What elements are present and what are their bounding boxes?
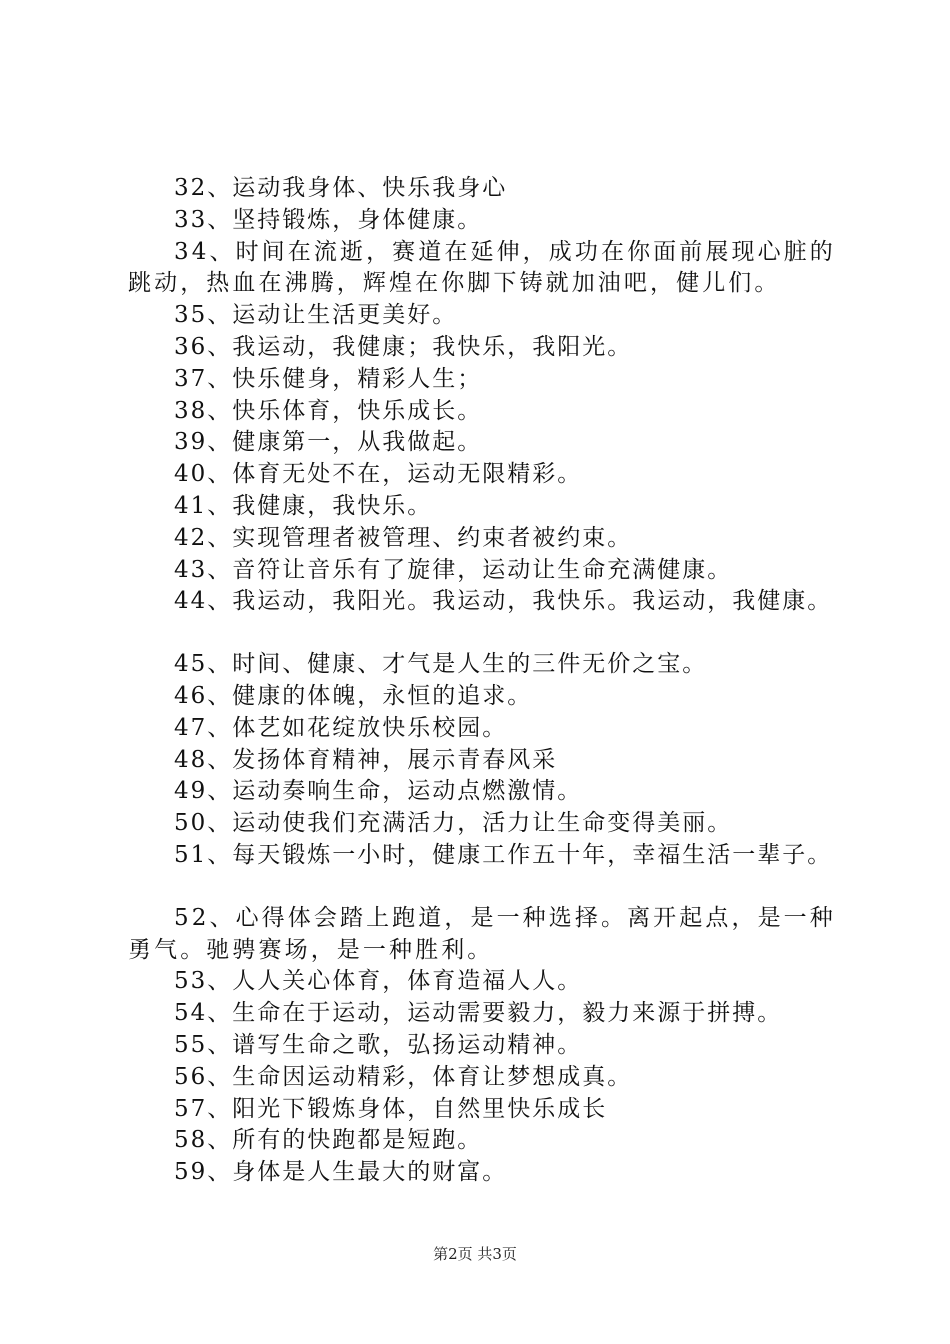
list-item: 53、人人关心体育，体育造福人人。 [174, 968, 583, 995]
list-item: 38、快乐体育，快乐成长。 [174, 397, 483, 424]
page-footer: 第2页 共3页 [433, 1245, 517, 1263]
list-item: 37、快乐健身，精彩人生； [174, 365, 483, 392]
list-item: 41、我健康，我快乐。 [174, 492, 433, 519]
paragraph-gap [128, 618, 848, 649]
list-item: 47、体艺如花绽放快乐校园。 [174, 714, 508, 741]
list-item: 55、谱写生命之歌，弘扬运动精神。 [174, 1031, 583, 1058]
list-item: 58、所有的快跑都是短跑。 [174, 1127, 483, 1154]
list-item: 52、心得体会踏上跑道，是一种选择。离开起点，是一种勇气。驰骋赛场，是一种胜利。 [128, 904, 836, 963]
list-item: 51、每天锻炼一小时，健康工作五十年，幸福生活一辈子。 [174, 841, 833, 868]
list-item: 32、运动我身体、快乐我身心 [174, 175, 508, 201]
list-item: 45、时间、健康、才气是人生的三件无价之宝。 [174, 651, 708, 678]
list-item: 44、我运动，我阳光。我运动，我快乐。我运动，我健康。 [174, 588, 833, 615]
list-item: 50、运动使我们充满活力，活力让生命变得美丽。 [174, 810, 733, 837]
paragraph-gap [128, 872, 848, 903]
list-item: 59、身体是人生最大的财富。 [174, 1159, 508, 1186]
list-item: 48、发扬体育精神，展示青春风采 [174, 746, 558, 773]
list-item: 46、健康的体魄，永恒的追求。 [174, 682, 533, 709]
list-item: 39、健康第一，从我做起。 [174, 429, 483, 456]
list-item: 35、运动让生活更美好。 [174, 302, 458, 329]
list-item: 36、我运动，我健康；我快乐，我阳光。 [174, 333, 633, 360]
list-item: 49、运动奏响生命，运动点燃激情。 [174, 778, 583, 805]
list-item: 34、时间在流逝，赛道在延伸，成功在你面前展现心脏的跳动，热血在沸腾，辉煌在你脚下铸就加油吧，健儿们。 [128, 238, 836, 297]
list-item: 43、音符让音乐有了旋律，运动让生命充满健康。 [174, 556, 733, 583]
list-item: 56、生命因运动精彩，体育让梦想成真。 [174, 1063, 633, 1090]
slogan-list [128, 173, 848, 1189]
list-item: 40、体育无处不在，运动无限精彩。 [174, 461, 583, 488]
list-item: 33、坚持锻炼，身体健康。 [174, 206, 483, 233]
list-item: 54、生命在于运动，运动需要毅力，毅力来源于拼搏。 [174, 1000, 783, 1027]
list-item: 57、阳光下锻炼身体，自然里快乐成长 [174, 1095, 608, 1122]
list-item: 42、实现管理者被管理、约束者被约束。 [174, 524, 633, 551]
